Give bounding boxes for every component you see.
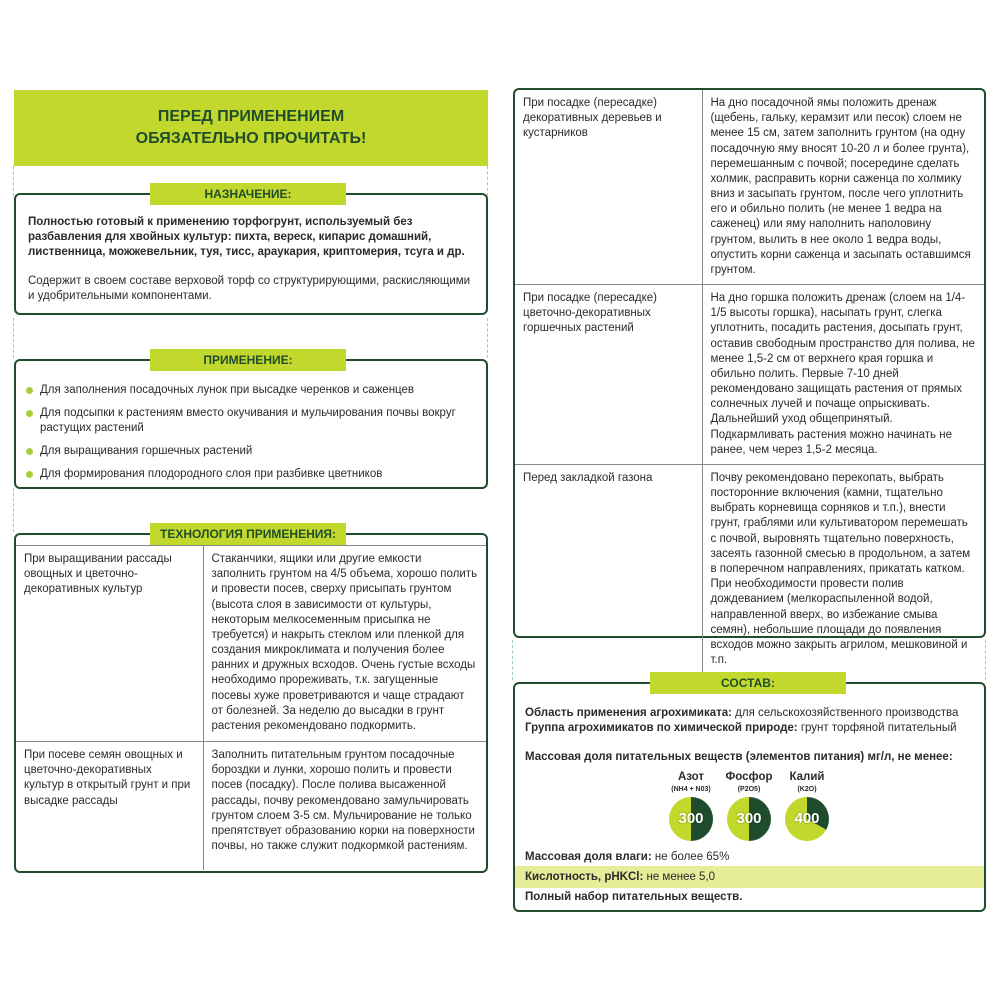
table-row — [515, 464, 984, 674]
divider-line — [13, 318, 14, 358]
warning-banner — [14, 90, 488, 166]
method-cell: На дно горшка положить дренаж (слоем на 1/4-1/5 высоты горшка), насыпать грунт, слегка уплотнить, посадить растения, досыпать грунт, оставив свободным пространство для полива, не менее 1,5-2 см от верхнего края горшка и обильно полить. Первые 7-10 дней рекомендовано защищать растения от прямых солнечных лучей и почаще опрыскивать. Дальнейший уход общепринятый. Подкармливать растения можно начинать не ранее, чем через 1,5-2 месяца. — [702, 285, 984, 465]
technology-continued-section — [513, 88, 986, 667]
nutrient-formula: (NH4 + N03) — [671, 785, 711, 793]
method-cell: На дно посадочной ямы положить дренаж (щебень, гальку, керамзит или песок) слоем не менее 15 см, затем заполнить грунтом (на одну посадочную яму вносят 10-20 л и более грунта), перемешанным с почвой; посередине сделать холмик, расправить корни саженца по холмику вниз и засыпать грунтом, после чего уплотнить его и обильно полить (не менее 1 ведра на саженец) или яму наполнить наполовину грунтом, вылить в нее около 1 ведра воды, опустить корни саженца и засыпать оставшимся грунтом. — [702, 90, 984, 285]
nutrient-formula: (P2O5) — [737, 785, 761, 793]
table-row — [16, 742, 486, 870]
divider-line — [13, 166, 14, 196]
divider-line — [13, 488, 14, 532]
moisture-line: Массовая доля влаги: не более 65% — [525, 851, 730, 863]
usage-item: Для формирования плодородного слоя при разбивке цветников — [16, 467, 476, 482]
usage-item: Для выращивания горшечных растений — [16, 444, 476, 459]
bullet-icon — [26, 471, 33, 478]
table-row — [16, 546, 486, 742]
table-row — [515, 90, 984, 285]
technology-continued-table — [515, 90, 984, 674]
purpose-section — [14, 193, 488, 315]
technology-table — [16, 545, 486, 870]
usage-item: Для подсыпки к растениям вместо окучивания и мульчирования почвы вокруг растущих растений — [16, 406, 476, 436]
divider-line — [985, 640, 986, 680]
divider-line — [512, 640, 513, 680]
case-cell: При выращивании рассады овощных и цветочно-декоративных культур — [16, 546, 203, 742]
purpose-lead: Полностью готовый к применению торфогрунт, используемый без разбавления для хвойных культур: пихта, вереск, кипарис домашний, лиственница, можжевельник, туя, тисс, араукария, криптомерия, тсуга и др. — [28, 216, 465, 258]
divider-line — [487, 318, 488, 358]
acidity-line: Кислотность, рНKCl: не менее 5,0 — [515, 866, 984, 888]
nutrient-dial-icon — [727, 797, 771, 841]
banner-line-1: ПЕРЕД ПРИМЕНЕНИЕМ — [157, 107, 345, 125]
purpose-text: Содержит в своем составе верховой торф со структурирующими, раскисляющими и удобрительными компонентами. — [28, 274, 471, 302]
nutrients-title: Массовая доля питательных веществ (элементов питания) мг/л, не менее: — [525, 751, 953, 764]
nutrient-formula: (K2O) — [797, 785, 817, 793]
nutrient-name: Калий — [789, 771, 825, 783]
usage-item: Для заполнения посадочных лунок при высадке черенков и саженцев — [16, 383, 476, 398]
nutrient-name: Азот — [677, 771, 705, 783]
technology-title: ТЕХНОЛОГИЯ ПРИМЕНЕНИЯ: — [150, 523, 346, 545]
bullet-icon — [26, 448, 33, 455]
nutrient-value: 300 — [678, 810, 704, 828]
table-row — [515, 285, 984, 465]
nutrient-name: Фосфор — [725, 771, 773, 783]
full-set-line: Полный набор питательных веществ. — [525, 891, 743, 903]
case-cell: При посеве семян овощных и цветочно-декоративных культур в открытый грунт и при высадке рассады — [16, 742, 203, 870]
divider-line — [487, 166, 488, 196]
purpose-title: НАЗНАЧЕНИЕ: — [150, 183, 346, 205]
technology-section — [14, 533, 488, 873]
case-cell: При посадке (пересадке) цветочно-декоративных горшечных растений — [515, 285, 702, 465]
nutrient-value: 300 — [736, 810, 762, 828]
method-cell: Стаканчики, ящики или другие емкости заполнить грунтом на 4/5 объема, хорошо полить и провести посев, сверху присыпать грунтом (высота слоя в зависимости от культуры, некоторым мелкосеменным присыпка не требуется) и накрыть стеклом или пленкой для создания микроклимата и получения более ранних и дружных всходов. Очень густые всходы необходимо прореживать, т.к. загущенные посевы хуже проветриваются и чаще страдают от болезней. За неделю до высадки в грунт растения рекомендовано подкормить. — [203, 546, 486, 742]
nutrient-potassium — [771, 770, 843, 841]
usage-section — [14, 359, 488, 489]
method-cell: Почву рекомендовано перекопать, выбрать посторонние включения (камни, тщательно выбрать корневища сорняков и т.п.), внести грунт, граблями или культиватором перемешать с почвой, выровнять тщательно поверхность, засеять газонной смесью в продольном, а затем в поперечном направлениях, прикатать катком. При необходимости провести полив дождеванием (мелкораспыленной водой, направленной вверх, во избежание смыва семян), небольшие площади до появления всходов можно закрыть агрилом, мешковиной и т.п. — [702, 464, 984, 674]
composition-title: СОСТАВ: — [650, 672, 846, 694]
usage-title: ПРИМЕНЕНИЕ: — [150, 349, 346, 371]
area-line: Область применения агрохимиката: для сельскохозяйственного производства — [525, 707, 959, 719]
nutrient-dial-icon — [785, 797, 829, 841]
bullet-icon — [26, 410, 33, 417]
nutrient-value: 400 — [794, 810, 820, 828]
banner-line-2: ОБЯЗАТЕЛЬНО ПРОЧИТАТЬ! — [135, 130, 367, 147]
group-line: Группа агрохимикатов по химической природе: грунт торфяной питательный — [525, 722, 957, 735]
case-cell: Перед закладкой газона — [515, 464, 702, 674]
nutrient-dial-icon — [669, 797, 713, 841]
bullet-icon — [26, 387, 33, 394]
case-cell: При посадке (пересадке) декоративных деревьев и кустарников — [515, 90, 702, 285]
method-cell: Заполнить питательным грунтом посадочные бороздки и лунки, хорошо полить и провести посев (посадку). После полива высаженной рассады, почву рекомендовано замульчировать грунтом слоем 3-5 см. Мульчирование не только препятствует образованию корки на поверхности почвы, но также служит подкормкой растениям. — [203, 742, 486, 870]
